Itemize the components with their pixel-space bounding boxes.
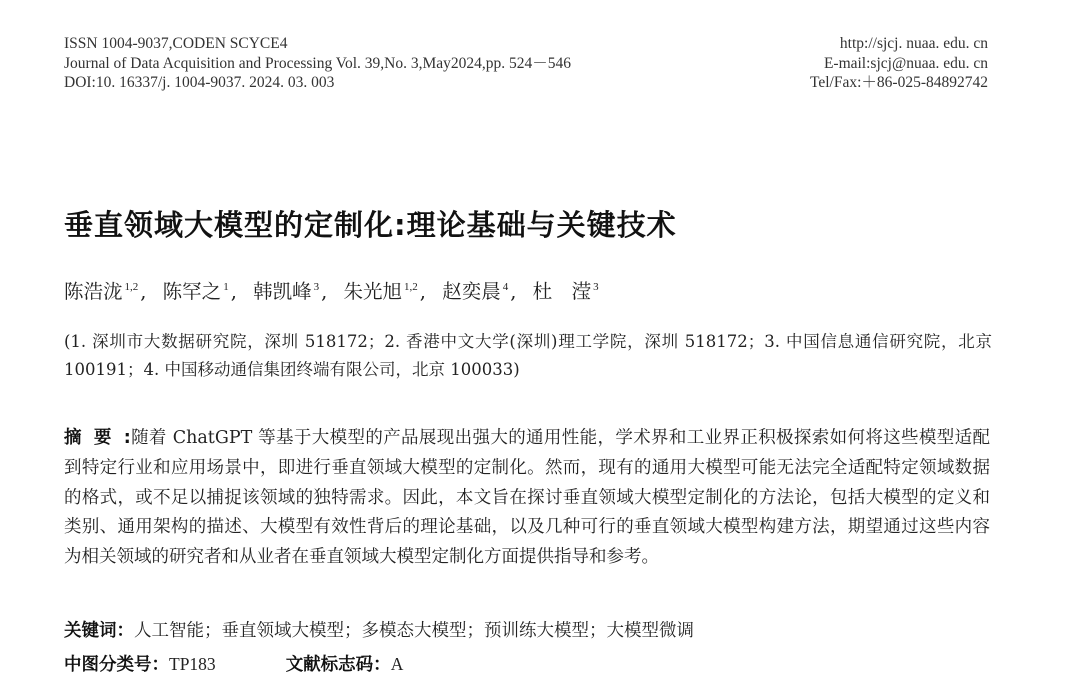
doc-code-label: 文献标志码： bbox=[285, 655, 391, 675]
author-list bbox=[64, 276, 599, 304]
author-name: 杜 滢 bbox=[532, 280, 592, 303]
doi-line: DOI:10. 16337/j. 1004-9037. 2024. 03. 003 bbox=[64, 74, 335, 91]
issn-line: ISSN 1004-9037,CODEN SCYCE4 bbox=[64, 35, 288, 52]
author-separator: , bbox=[230, 280, 237, 303]
author-affiliation-mark: 4 bbox=[502, 281, 509, 293]
author-separator: , bbox=[321, 280, 328, 303]
affiliations: (1. 深圳市大数据研究院，深圳 518172；2. 香港中文大学(深圳)理工学院，深圳 518172；3. 中国信息通信研究院，北京 100191；4. 中国移动通信集团终端有限公司，北京 100033) bbox=[64, 332, 992, 379]
author bbox=[253, 280, 319, 303]
journal-citation-line: Journal of Data Acquisition and Processing Vol. 39,No. 3,May2024,pp. 524－546 bbox=[64, 54, 572, 72]
doc-code-value: A bbox=[390, 654, 404, 674]
author-affiliation-mark: 1,2 bbox=[404, 281, 418, 293]
abstract-label: 摘要 bbox=[64, 428, 124, 448]
tel-fax-line: Tel/Fax:＋86-025-84892742 bbox=[809, 74, 988, 91]
keywords-label: 关键词： bbox=[64, 621, 134, 641]
keywords bbox=[64, 617, 694, 642]
author-affiliation-mark: 1 bbox=[223, 281, 229, 293]
author-name: 韩凯峰 bbox=[253, 280, 312, 303]
paper-title: 垂直领域大模型的定制化:理论基础与关键技术 bbox=[64, 208, 677, 242]
clc-value: TP183 bbox=[169, 654, 216, 674]
author-name: 朱光旭 bbox=[343, 280, 403, 303]
author-separator: , bbox=[510, 280, 517, 303]
author bbox=[163, 280, 229, 303]
abstract-text: 随着 ChatGPT 等基于大模型的产品展现出强大的通用性能，学术界和工业界正积极探索如何将这些模型适配到特定行业和应用场景中，即进行垂直领域大模型的定制化。然而，现有的通用大模型可能无法完全适配特定领域数据的格式，或不足以捕捉该领域的独特需求。因此，本文旨在探讨垂直领域大模型定制化的方法论，包括大模型的定义和类别、通用架构的描述、大模型有效性背后的理论基础，以及几种可行的垂直领域大模型构建方法，期望通过这些内容为相关领域的研究者和从业者在垂直领域大模型定制化方面提供指导和参考。 bbox=[64, 428, 990, 568]
author bbox=[533, 280, 599, 303]
author bbox=[442, 280, 508, 303]
abstract bbox=[64, 424, 990, 573]
author bbox=[344, 280, 418, 303]
email-line: E-mail:sjcj@nuaa. edu. cn bbox=[823, 54, 988, 72]
author-affiliation-mark: 3 bbox=[313, 281, 320, 293]
author-name: 陈罕之 bbox=[162, 280, 222, 303]
classification-line bbox=[64, 651, 403, 676]
clc-label: 中图分类号： bbox=[64, 655, 169, 675]
journal-contact bbox=[810, 34, 988, 93]
website-line: http://sjcj. nuaa. edu. cn bbox=[839, 35, 988, 52]
author-separator: , bbox=[419, 280, 426, 303]
keywords-text: 人工智能；垂直领域大模型；多模态大模型；预训练大模型；大模型微调 bbox=[134, 621, 694, 641]
author bbox=[64, 280, 138, 303]
author-separator: , bbox=[140, 280, 147, 303]
abstract-label-colon: : bbox=[123, 428, 131, 448]
author-name: 赵奕晨 bbox=[442, 280, 501, 303]
journal-info bbox=[64, 34, 571, 93]
author-name: 陈浩泷 bbox=[64, 280, 123, 303]
author-affiliation-mark: 1,2 bbox=[124, 281, 139, 293]
author-affiliation-mark: 3 bbox=[593, 281, 599, 293]
